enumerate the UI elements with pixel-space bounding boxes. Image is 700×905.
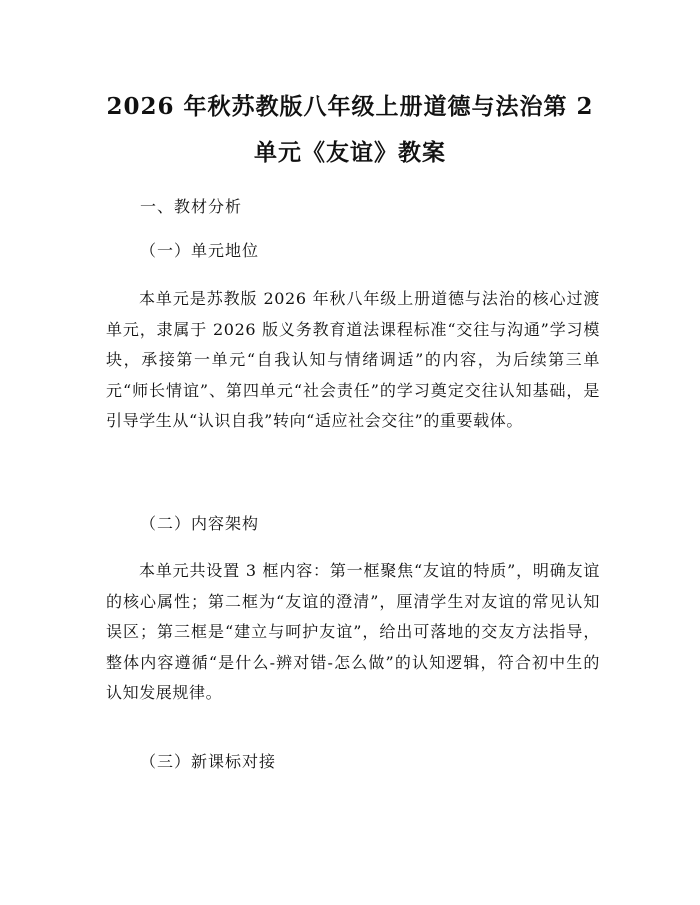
subheading-content-structure: （二）内容架构 — [140, 514, 260, 533]
subheading-unit-position: （一）单元地位 — [140, 241, 260, 260]
document-title-line-2: 单元《友谊》教案 — [254, 139, 446, 166]
section-heading-textbook-analysis: 一、教材分析 — [140, 197, 243, 216]
paragraph-content-structure: 本单元共设置 3 框内容：第一框聚焦“友谊的特质”，明确友谊的核心属性；第二框为“友谊的澄清”，厘清学生对友谊的常见认知误区；第三框是“建立与呵护友谊”，给出可落地的交友方法指导，整体内容遵循“是什么-辨对错-怎么做”的认知逻辑，符合初中生的认知发展规律。 — [106, 561, 600, 702]
subheading-curriculum-alignment: （三）新课标对接 — [140, 752, 277, 771]
document-title-line-1: 2026 年秋苏教版八年级上册道德与法治第 2 — [106, 93, 594, 120]
paragraph-unit-position: 本单元是苏教版 2026 年秋八年级上册道德与法治的核心过渡单元，隶属于 2026 版义务教育道法课程标准“交往与沟通”学习模块，承接第一单元“自我认知与情绪调适”的内容，为后续第三单元“师长情谊”、第四单元“社会责任”的学习奠定交往认知基础，是引导学生从“认识自我”转向“适应社会交往”的重要载体。 — [106, 289, 600, 430]
